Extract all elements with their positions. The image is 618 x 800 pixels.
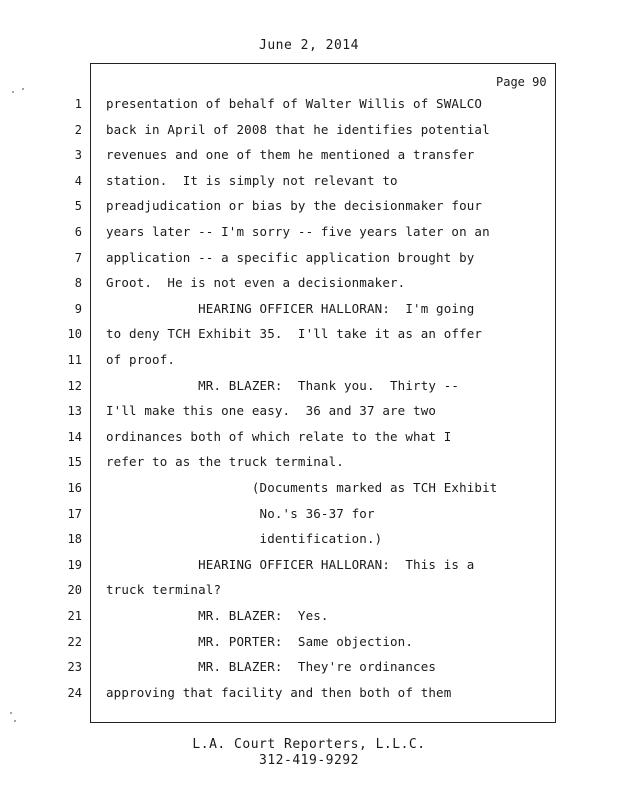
line-number: 23 (67, 660, 82, 674)
footer-phone: 312-419-9292 (259, 753, 359, 768)
transcript-line-text: of proof. (106, 352, 176, 367)
transcript-frame (90, 63, 556, 723)
transcript-line-text: MR. BLAZER: They're ordinances (106, 659, 437, 674)
footer-company: L.A. Court Reporters, L.L.C. (192, 737, 426, 752)
transcript-line-text: station. It is simply not relevant to (106, 173, 398, 188)
line-number: 17 (67, 507, 82, 521)
transcript-line-text: No.'s 36-37 for (106, 506, 375, 521)
line-number: 5 (74, 199, 82, 213)
scan-speck (22, 88, 24, 90)
line-number: 14 (67, 430, 82, 444)
line-number: 19 (67, 558, 82, 572)
line-number: 2 (74, 123, 82, 137)
line-number: 22 (67, 635, 82, 649)
line-number: 18 (67, 532, 82, 546)
line-number: 21 (67, 609, 82, 623)
line-number: 9 (74, 302, 82, 316)
header-date: June 2, 2014 (259, 38, 359, 53)
line-number: 13 (67, 404, 82, 418)
line-number: 3 (74, 148, 82, 162)
page-number: Page 90 (496, 75, 547, 89)
transcript-line-text: approving that facility and then both of them (106, 685, 452, 700)
line-number: 15 (67, 455, 82, 469)
transcript-line-text: years later -- I'm sorry -- five years later on an (106, 224, 490, 239)
transcript-line-text: ordinances both of which relate to the what I (106, 429, 452, 444)
transcript-line-text: preadjudication or bias by the decisionmaker four (106, 198, 483, 213)
line-number: 1 (74, 97, 82, 111)
line-number: 7 (74, 251, 82, 265)
transcript-line-text: refer to as the truck terminal. (106, 454, 344, 469)
transcript-line-text: revenues and one of them he mentioned a transfer (106, 147, 475, 162)
transcript-line-text: Groot. He is not even a decisionmaker. (106, 275, 406, 290)
line-number: 16 (67, 481, 82, 495)
transcript-line-text: I'll make this one easy. 36 and 37 are two (106, 403, 437, 418)
transcript-line-text: application -- a specific application brought by (106, 250, 475, 265)
transcript-line-text: HEARING OFFICER HALLORAN: I'm going (106, 301, 475, 316)
line-number: 10 (67, 327, 82, 341)
transcript-line-text: presentation of behalf of Walter Willis of SWALCO (106, 96, 483, 111)
line-number: 24 (67, 686, 82, 700)
line-number: 12 (67, 379, 82, 393)
transcript-line-text: MR. PORTER: Same objection. (106, 634, 414, 649)
transcript-line-text: (Documents marked as TCH Exhibit (106, 480, 498, 495)
transcript-line-text: to deny TCH Exhibit 35. I'll take it as an offer (106, 326, 483, 341)
transcript-line-text: truck terminal? (106, 582, 222, 597)
scan-speck (12, 91, 14, 93)
transcript-line-text: MR. BLAZER: Yes. (106, 608, 329, 623)
transcript-line-text: MR. BLAZER: Thank you. Thirty -- (106, 378, 460, 393)
transcript-line-text: back in April of 2008 that he identifies potential (106, 122, 490, 137)
scan-speck (14, 720, 16, 722)
line-number: 20 (67, 583, 82, 597)
line-number: 8 (74, 276, 82, 290)
line-number: 4 (74, 174, 82, 188)
transcript-line-text: identification.) (106, 531, 383, 546)
line-number: 6 (74, 225, 82, 239)
scan-speck (10, 712, 12, 714)
line-number: 11 (67, 353, 82, 367)
transcript-line-text: HEARING OFFICER HALLORAN: This is a (106, 557, 475, 572)
